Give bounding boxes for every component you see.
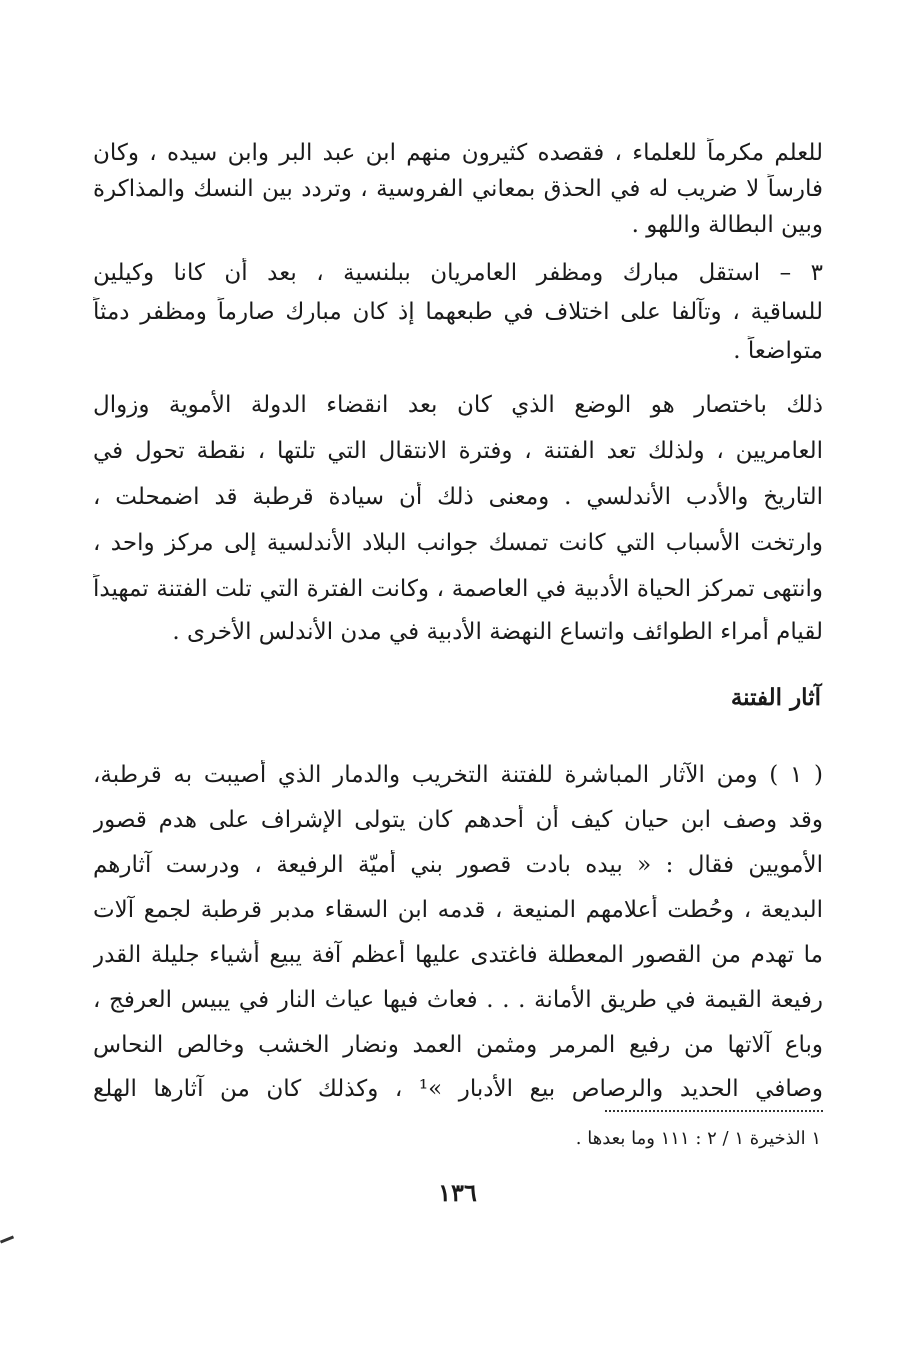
text-line: متواضعاً . [733,338,823,364]
text-line: التاريخ والأدب الأندلسي . ومعنى ذلك أن سيادة قرطبة قد اضمحلت ، [93,484,823,510]
page-number: ١٣٦ [438,1178,477,1207]
section-heading: آثار الفتنة [730,684,821,711]
text-line: وقد وصف ابن حيان كيف أن أحدهم كان يتولى الإشراف على هدم قصور [93,807,823,833]
text-line: رفيعة القيمة في طريق الأمانة . . . فعاث فيها عياث النار في يبيس العرفج ، [93,987,823,1013]
scan-mark [0,1235,14,1243]
text-line: ذلك باختصار هو الوضع الذي كان بعد انقضاء الدولة الأموية وزوال [93,392,823,418]
text-line: ٣ – استقل مبارك ومظفر العامريان ببلنسية ، بعد أن كانا وكيلين [93,260,823,286]
text-line: العامريين ، ولذلك تعد الفتنة ، وفترة الانتقال التي تلتها ، نقطة تحول في [93,438,823,464]
text-line: وبين البطالة واللهو . [631,212,823,238]
text-line: للعلم مكرماً للعلماء ، فقصده كثيرون منهم ابن عبد البر وابن سيده ، وكان [93,140,823,166]
text-line: ( ١ ) ومن الآثار المباشرة للفتنة التخريب والدمار الذي أصيبت به قرطبة، [93,762,823,788]
footnote-separator [605,1110,823,1112]
text-line: للساقية ، وتآلفا على اختلاف في طبعهما إذ كان مبارك صارماً ومظفر دمثاً [93,299,823,325]
text-line: الأمويين فقال : « بيده بادت قصور بني أميّة الرفيعة ، ودرست آثارهم [93,852,823,878]
text-line: البديعة ، وحُطت أعلامهم المنيعة ، قدمه ابن السقاء مدبر قرطبة لجمع آلات [93,897,823,923]
footnote: ١ الذخيرة ١ / ٢ : ١١١ وما بعدها . [575,1128,821,1149]
text-line: وباع آلاتها من رفيع المرمر ومثمن العمد ونضار الخشب وخالص النحاس [93,1032,823,1058]
text-line: فارساً لا ضريب له في الحذق بمعاني الفروسية ، وتردد بين النسك والمذاكرة [93,176,823,202]
text-line: وانتهى تمركز الحياة الأدبية في العاصمة ، وكانت الفترة التي تلت الفتنة تمهيداً [93,576,823,602]
text-line: وصافي الحديد والرصاص بيع الأدبار »¹ ، وكذلك كان من آثارها الهلع [93,1076,823,1102]
text-line: ما تهدم من القصور المعطلة فاغتدى عليها أعظم آفة يبيع أشياء جليلة القدر [93,942,823,968]
text-line: لقيام أمراء الطوائف واتساع النهضة الأدبية في مدن الأندلس الأخرى . [172,619,823,645]
text-line: وارتخت الأسباب التي كانت تمسك جوانب البلاد الأندلسية إلى مركز واحد ، [93,530,823,556]
